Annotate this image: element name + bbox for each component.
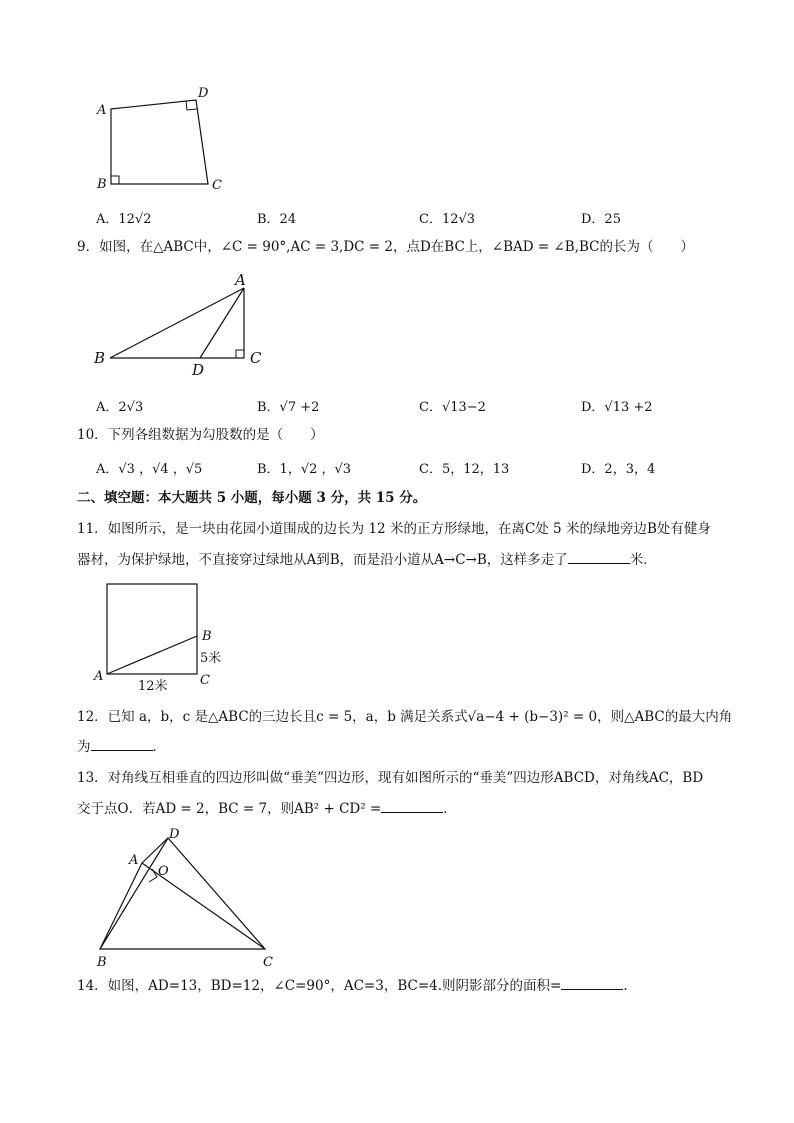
q14-answer-blank[interactable]: [561, 977, 623, 990]
q13-line2-text: 交于点O．若AD = 2，BC = 7，则AB² + CD² =: [77, 801, 382, 817]
q14-line: [77, 976, 628, 996]
q12-line2-end: ．: [152, 739, 166, 755]
q11-figure: [90, 578, 230, 693]
q9-label-b: B: [94, 349, 106, 367]
q12-line2: [77, 737, 166, 757]
q9-figure: [90, 270, 280, 380]
q10-option-c: C．5，12，13: [419, 462, 510, 477]
q13-line2: [77, 799, 457, 819]
q11-line2-text: 器材，为保护绿地，不直接穿过绿地从A到B，而是沿小道从A→C→B，这样多走了: [77, 552, 568, 568]
q14-text: 14．如图，AD=13，BD=12，∠C=90°，AC=3，BC=4.则阴影部分的面积=: [77, 978, 562, 994]
q13-line1: 13．对角线互相垂直的四边形叫做“垂美”四边形，现有如图所示的“垂美”四边形ABCD，对角线AC，BD: [77, 770, 704, 786]
q9-label-a: A: [235, 271, 246, 289]
q13-figure: [85, 822, 300, 972]
q11-label-12m: 12米: [138, 679, 168, 693]
q13-label-c: C: [263, 955, 273, 970]
q8-label-a: A: [97, 103, 107, 118]
q13-label-a: A: [129, 853, 139, 868]
q11-label-c: C: [200, 673, 210, 688]
q9-label-c: C: [250, 349, 262, 367]
q10-option-d: D．2，3，4: [581, 462, 656, 477]
q11-label-a: A: [94, 669, 104, 684]
q12-line2-text: 为: [77, 739, 91, 755]
q13-answer-blank[interactable]: [381, 800, 443, 813]
q8-option-b: B．24: [257, 212, 297, 227]
q10-option-a: A．√3 ，√4 ，√5: [96, 462, 203, 477]
q11-label-b: B: [202, 629, 212, 644]
q8-option-d: D．25: [581, 212, 621, 227]
section-heading: 二、填空题：本大题共 5 小题，每小题 3 分，共 15 分。: [77, 490, 427, 506]
q14-end: .: [623, 978, 628, 994]
q8-label-c: C: [212, 178, 222, 193]
q8-option-c: C．12√3: [419, 212, 476, 227]
q9-label-d: D: [192, 361, 205, 379]
q9-option-b: B．√7 +2: [257, 400, 320, 415]
q9-option-c: C．√13−2: [419, 400, 486, 415]
q12-line1: 12．已知 a，b，c 是△ABC的三边长且c = 5，a，b 满足关系式√a−4 + (b−3)² = 0，则△ABC的最大内角: [77, 709, 733, 725]
q8-option-a: A．12√2: [96, 212, 152, 227]
q11-answer-blank[interactable]: [568, 551, 630, 564]
q13-label-d: D: [169, 827, 180, 842]
q13-label-o: O: [158, 864, 169, 879]
q13-line2-end: ．: [443, 801, 457, 817]
q8-figure: [90, 80, 230, 195]
q9-option-a: A．2√3: [96, 400, 144, 415]
q8-label-b: B: [97, 177, 107, 192]
q13-label-b: B: [97, 955, 107, 970]
q10-option-b: B．1，√2 ，√3: [257, 462, 352, 477]
q10-stem: 10．下列各组数据为勾股数的是（ ）: [77, 427, 324, 443]
q11-line2-end: 米．: [629, 552, 657, 568]
q11-line2: [77, 550, 657, 570]
q12-answer-blank[interactable]: [91, 738, 153, 751]
q9-option-d: D．√13 +2: [581, 400, 653, 415]
q9-stem: 9．如图，在△ABC中，∠C = 90°,AC = 3,DC = 2，点D在BC上，∠BAD = ∠B,BC的长为（ ）: [77, 239, 695, 255]
q11-line1: 11．如图所示，是一块由花园小道围成的边长为 12 米的正方形绿地，在离C处 5 米的绿地旁边B处有健身: [77, 521, 711, 537]
q8-label-d: D: [198, 86, 209, 101]
q11-label-5m: 5米: [200, 651, 222, 666]
